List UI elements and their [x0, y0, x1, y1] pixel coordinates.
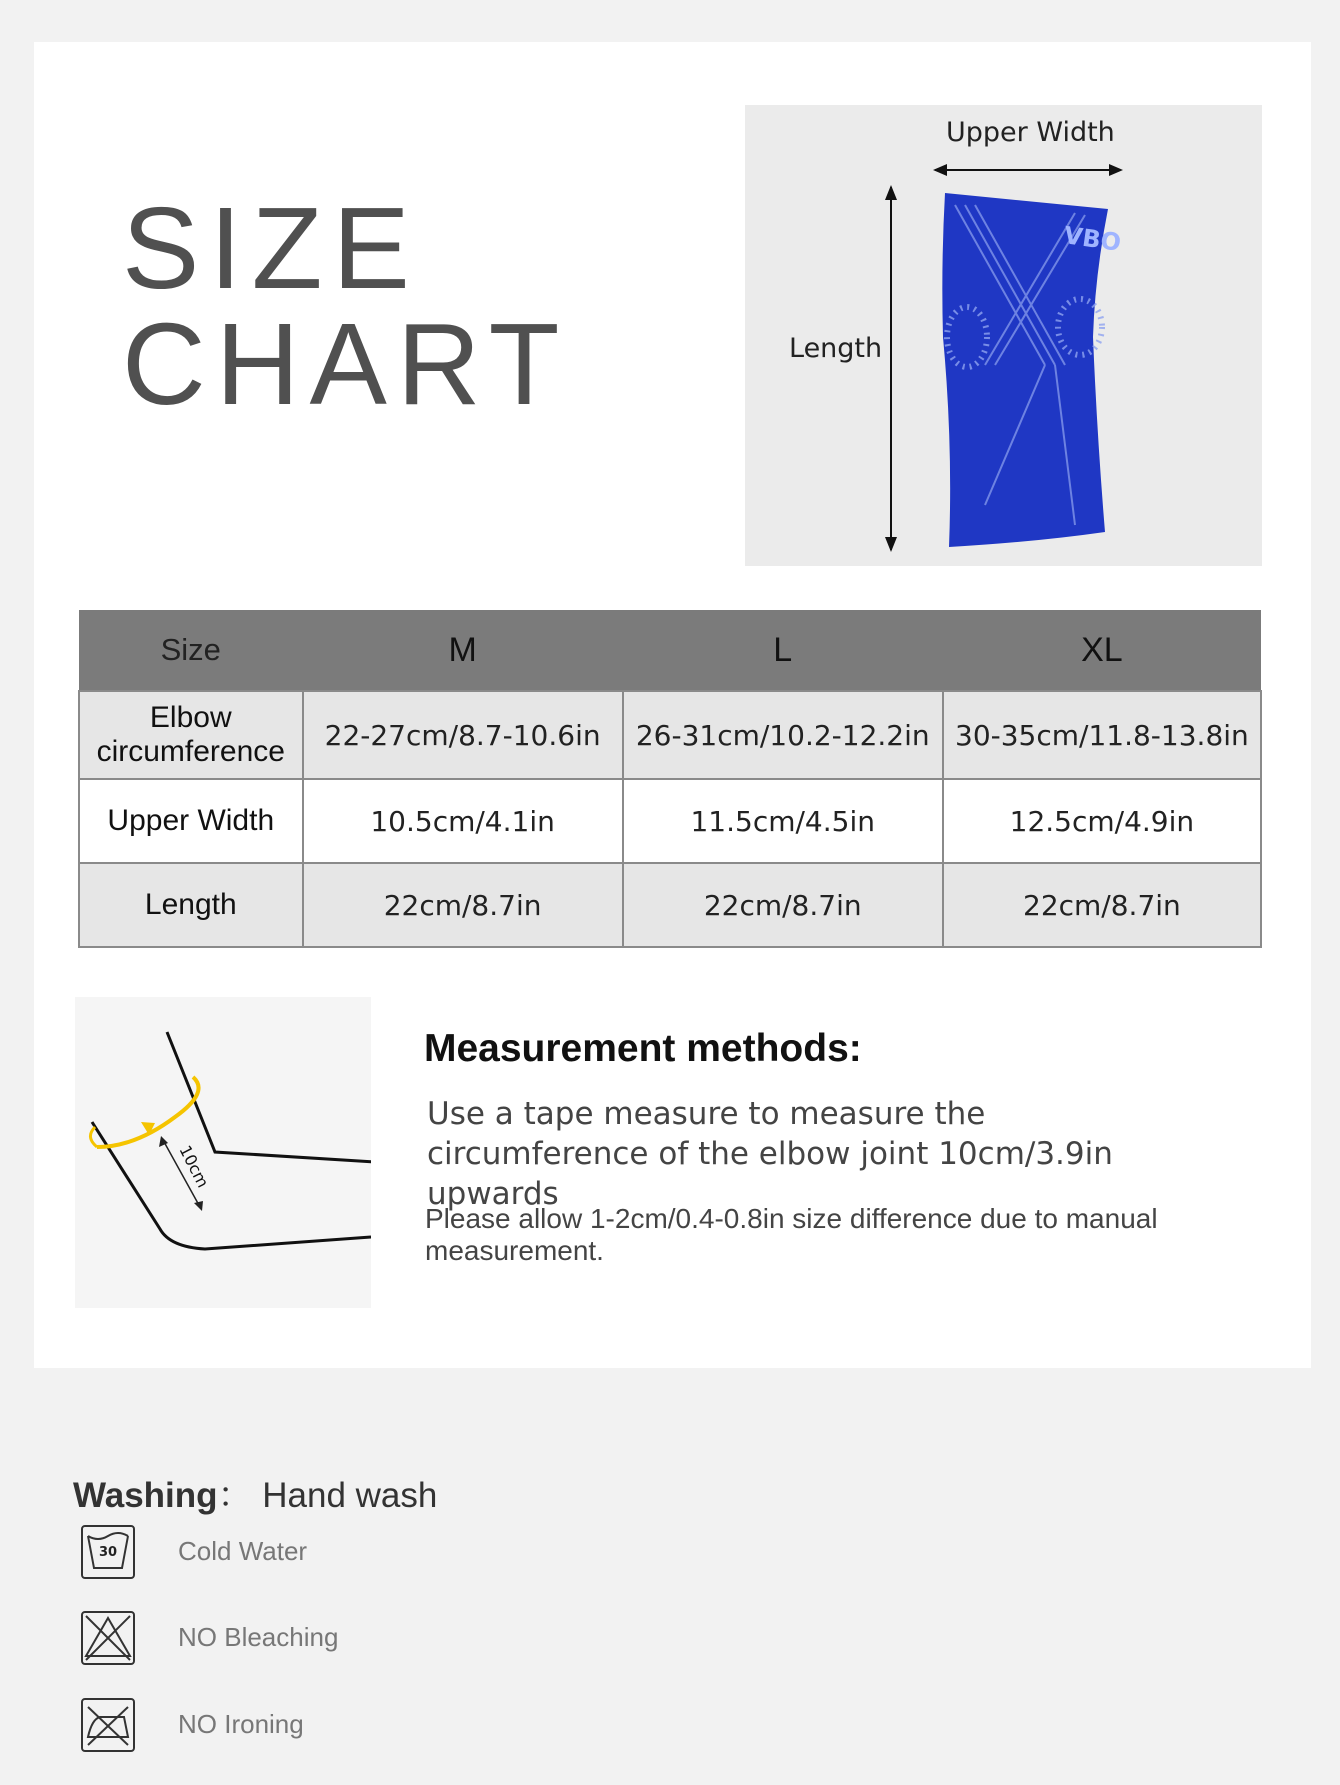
- elbow-measurement-diagram: [75, 997, 371, 1308]
- brand-mark: VBO: [1062, 221, 1123, 257]
- table-cell: 22cm/8.7in: [303, 863, 623, 947]
- wash-label: Cold Water: [178, 1536, 308, 1566]
- no-bleach-icon: [80, 1610, 136, 1666]
- wash-label: NO Bleaching: [178, 1622, 339, 1652]
- tape-measure-icon: [90, 1077, 198, 1147]
- table-cell: 30-35cm/11.8-13.8in: [943, 691, 1261, 779]
- page-title: [122, 183, 570, 429]
- table-cell: 10.5cm/4.1in: [303, 779, 623, 863]
- no-iron-icon: [80, 1697, 136, 1753]
- table-cell: 22-27cm/8.7-10.6in: [303, 691, 623, 779]
- table-cell: 12.5cm/4.9in: [943, 779, 1261, 863]
- size-xl-header: XL: [943, 610, 1261, 691]
- table-cell: 26-31cm/10.2-12.2in: [623, 691, 943, 779]
- table-cell: 11.5cm/4.5in: [623, 779, 943, 863]
- title-line-1: SIZE: [122, 183, 420, 313]
- size-l-header: L: [623, 610, 943, 691]
- wash-temp: 30: [98, 1545, 118, 1560]
- product-dimension-diagram: [745, 105, 1262, 566]
- title-line-2: CHART: [122, 299, 570, 429]
- size-table: [78, 610, 1262, 948]
- row-label-length: Length: [79, 863, 303, 947]
- table-cell: 22cm/8.7in: [623, 863, 943, 947]
- wash-label: NO Ironing: [178, 1709, 304, 1739]
- size-m-header: M: [303, 610, 623, 691]
- row-label-upper-width: Upper Width: [79, 779, 303, 863]
- measurement-note: Please allow 1-2cm/0.4-0.8in size difference due to manual measurement.: [425, 1203, 1158, 1266]
- size-table-header: [79, 610, 1261, 691]
- table-row: [79, 779, 1261, 863]
- elbow-arm-icon: [75, 997, 371, 1308]
- table-cell: 22cm/8.7in: [943, 863, 1261, 947]
- wash-30-icon: [80, 1524, 136, 1580]
- sleeve-illustration: [745, 105, 1262, 566]
- width-arrow-icon: [933, 164, 1123, 176]
- washing-heading: [73, 1468, 437, 1518]
- measurement-title: Measurement methods:: [424, 1027, 862, 1070]
- length-arrow-icon: [885, 185, 897, 552]
- measurement-description: Use a tape measure to measure the circumference of the elbow joint 10cm/3.9in upwards: [427, 1096, 1113, 1212]
- length-label: Length: [789, 333, 883, 364]
- table-row: [79, 691, 1261, 779]
- table-row: [79, 863, 1261, 947]
- ten-cm-label: 10cm: [175, 1142, 213, 1191]
- upper-width-label: Upper Width: [946, 117, 1115, 148]
- washing-label: Washing: [73, 1476, 218, 1515]
- row-label-elbow-circumference: Elbow circumference: [79, 691, 303, 779]
- washing-method: ： Hand wash: [217, 1476, 438, 1515]
- size-header: Size: [79, 610, 303, 691]
